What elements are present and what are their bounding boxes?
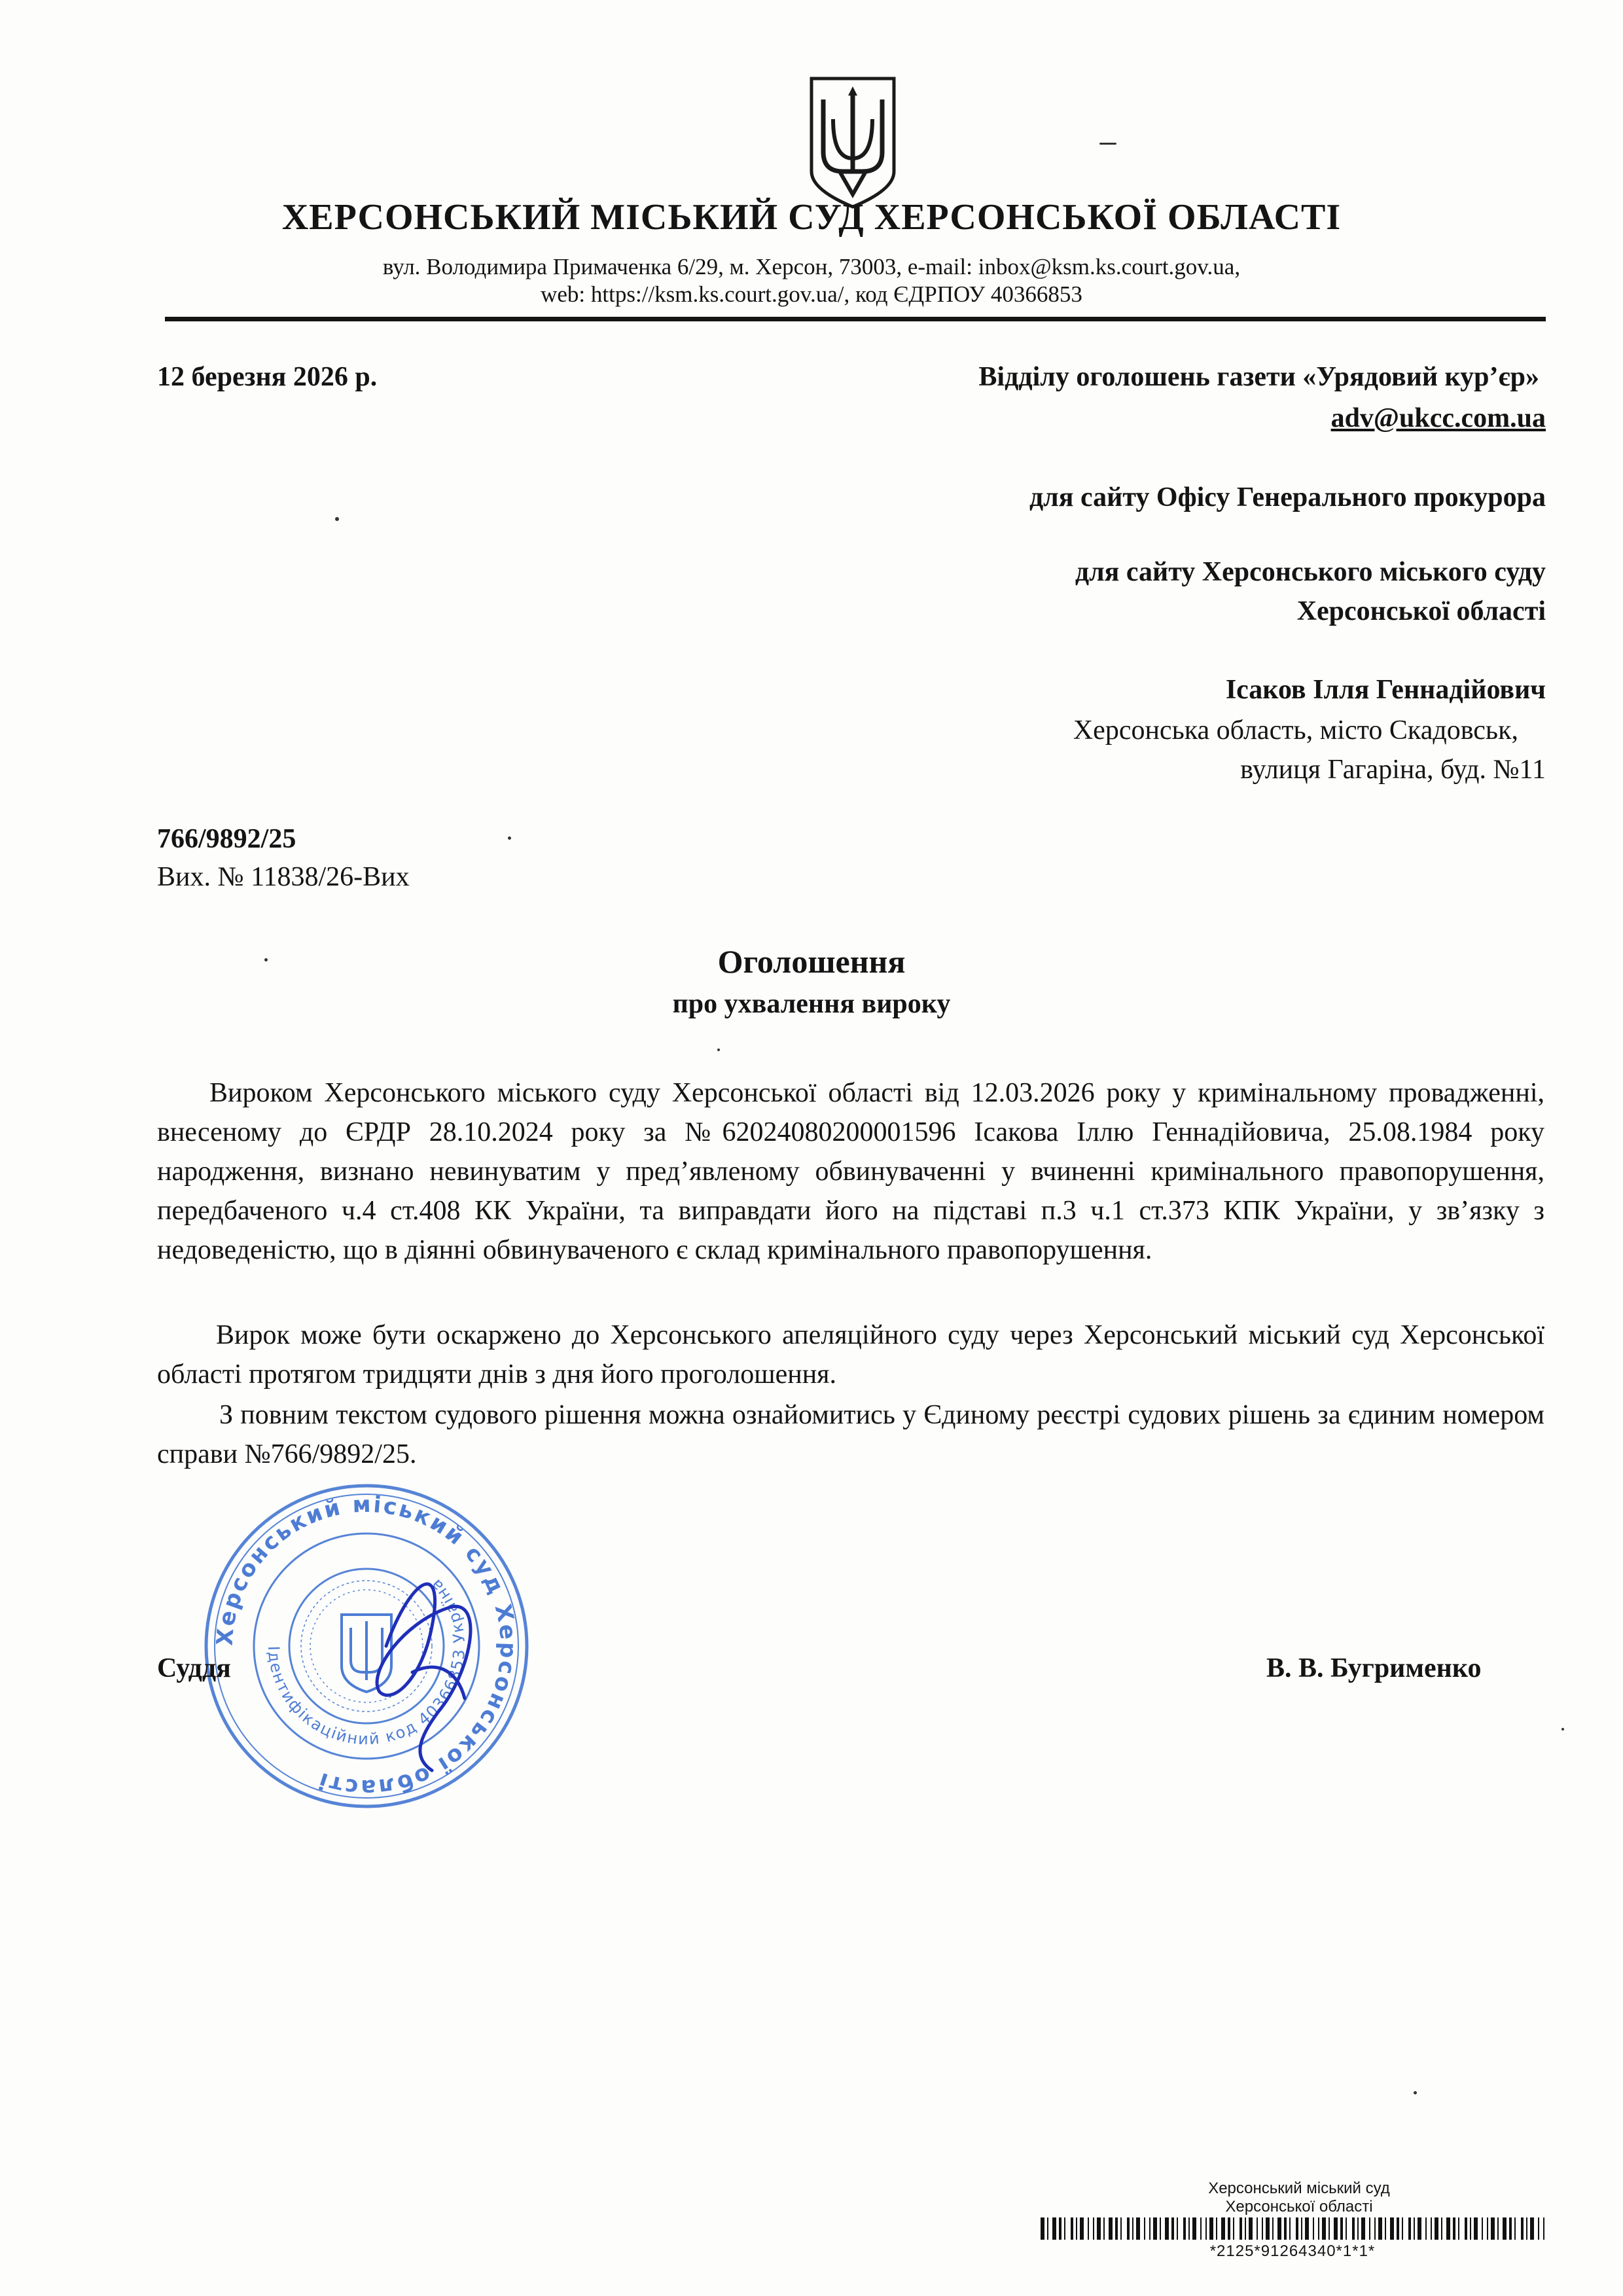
barcode-bar xyxy=(1318,2217,1319,2240)
scan-speck xyxy=(717,1049,720,1051)
recipient-person-address2: вулиця Гагаріна, буд. №11 xyxy=(1240,755,1546,785)
barcode-bar xyxy=(1487,2217,1488,2240)
barcode-bar xyxy=(1272,2217,1274,2240)
barcode-bar xyxy=(1221,2217,1225,2240)
barcode-bar xyxy=(1526,2217,1527,2240)
barcode-bar xyxy=(1431,2217,1432,2240)
barcode-bar xyxy=(1136,2217,1140,2240)
barcode-bar xyxy=(1435,2217,1438,2240)
outgoing-number: Вих. № 11838/26-Вих xyxy=(157,862,410,892)
barcode-bar xyxy=(1408,2217,1411,2240)
barcode-bar xyxy=(1088,2217,1089,2240)
barcode-bar xyxy=(1357,2217,1359,2240)
barcode-bar xyxy=(1503,2217,1507,2240)
barcode-bar xyxy=(1521,2217,1524,2240)
barcode-bar xyxy=(1340,2217,1343,2240)
barcode-bar xyxy=(1052,2217,1056,2240)
barcode-bar xyxy=(1115,2217,1118,2240)
barcode-bar xyxy=(1446,2217,1450,2240)
barcode-bar xyxy=(1041,2217,1044,2240)
barcode-bar xyxy=(1397,2217,1399,2240)
barcode-bar xyxy=(1509,2217,1512,2240)
barcode-bar xyxy=(1402,2217,1403,2240)
case-number: 766/9892/25 xyxy=(157,824,296,854)
announcement-subtitle: про ухвалення вироку xyxy=(672,989,951,1019)
barcode-bar xyxy=(1497,2217,1499,2240)
registration-court-line2: Херсонської області xyxy=(1225,2198,1373,2215)
header-divider xyxy=(165,317,1546,321)
scan-speck xyxy=(264,958,268,961)
barcode-bar xyxy=(1216,2217,1217,2240)
barcode-bar xyxy=(1425,2217,1427,2240)
barcode-bar xyxy=(1301,2217,1302,2240)
judge-label: Суддя xyxy=(157,1653,231,1683)
barcode-bar xyxy=(1296,2217,1298,2240)
barcode-bar xyxy=(1209,2217,1213,2240)
court-title: ХЕРСОНСЬКИЙ МІСЬКИЙ СУД ХЕРСОНСЬКОЇ ОБЛАСТІ xyxy=(281,197,1342,238)
barcode-bar xyxy=(1385,2217,1386,2240)
announcement-title: Оголошення xyxy=(717,943,906,980)
seal-outer-text: Херсонський міський суд Херсонської області xyxy=(211,1491,522,1801)
barcode-bar xyxy=(1188,2217,1190,2240)
barcode-bar xyxy=(1465,2217,1467,2240)
judge-name: В. В. Бугрименко xyxy=(1266,1653,1482,1683)
barcode-bar xyxy=(1329,2217,1330,2240)
barcode-bar xyxy=(1093,2217,1094,2240)
barcode-bar xyxy=(1474,2217,1478,2240)
barcode-bar xyxy=(1064,2217,1065,2240)
court-seal-icon xyxy=(196,1476,537,1816)
scan-speck xyxy=(1414,2091,1417,2094)
barcode-bar xyxy=(1305,2217,1309,2240)
barcode-bar xyxy=(1165,2217,1169,2240)
barcode-bar xyxy=(1289,2217,1291,2240)
barcode-bar xyxy=(1127,2217,1130,2240)
barcode-bar xyxy=(1390,2217,1394,2240)
barcode-bar xyxy=(1200,2217,1202,2240)
barcode-bar xyxy=(1103,2217,1105,2240)
barcode-bar xyxy=(1470,2217,1471,2240)
barcode-bar xyxy=(1149,2217,1150,2240)
barcode-bar xyxy=(1514,2217,1516,2240)
announcement-paragraph-1: Вироком Херсонського міського суду Херсонської області від 12.03.2026 року у кримінальному провадженні, внесеному до ЄРДР 28.10.2024 року за №62024080200001596 Ісакова Іллю Геннадійовича, 25.08.1984 року народження, визнано невинуватим у пред’явленому обвинуваченні у вчиненні кримінального правопорушення, передбаченого ч.4 ст.408 КК України, та виправдати його на підставі п.3 ч.1 ст.373 КПК України, у зв’язку з недоведеністю, що в діянні обвинуваченого є склад кримінального правопорушення. xyxy=(157,1078,1544,1265)
barcode-bar xyxy=(1144,2217,1145,2240)
barcode-bar xyxy=(1374,2217,1376,2240)
barcode-bar xyxy=(1245,2217,1246,2240)
barcode-bar xyxy=(1240,2217,1242,2240)
recipient-person-name: Ісаков Ілля Геннадійович xyxy=(1225,675,1546,705)
barcode-bar xyxy=(1132,2217,1133,2240)
barcode-bar xyxy=(1183,2217,1186,2240)
barcode-bar xyxy=(1491,2217,1495,2240)
barcode-bar xyxy=(1080,2217,1084,2240)
barcode-bar xyxy=(1192,2217,1196,2240)
barcode-bar xyxy=(1257,2217,1258,2240)
barcode-bar xyxy=(1361,2217,1365,2240)
scan-speck xyxy=(508,836,511,840)
barcode-bar xyxy=(1482,2217,1483,2240)
barcode-bar xyxy=(1543,2217,1544,2240)
barcode-bar xyxy=(1530,2217,1534,2240)
seal-inner-text: Ідентифікаційний код 40366853 Україна xyxy=(264,1575,469,1749)
barcode-bar xyxy=(1249,2217,1253,2240)
recipient-prosecutor: для сайту Офісу Генерального прокурора xyxy=(1029,482,1546,512)
barcode-bar xyxy=(1352,2217,1355,2240)
barcode-bar xyxy=(1441,2217,1442,2240)
registration-court-line1: Херсонський міський суд xyxy=(1208,2179,1390,2197)
barcode-bar xyxy=(1369,2217,1370,2240)
recipient-newspaper: Відділу оголошень газети «Урядовий кур’єр» xyxy=(978,362,1539,392)
recipient-person-address1: Херсонська область, місто Скадовськ, xyxy=(1073,715,1518,745)
barcode-bar xyxy=(1171,2217,1174,2240)
court-address-line2: web: https://ksm.ks.court.gov.ua/, код ЄДРПОУ 40366853 xyxy=(541,281,1082,307)
barcode-bar xyxy=(1453,2217,1455,2240)
barcode-bar xyxy=(1266,2217,1270,2240)
recipient-newspaper-email[interactable]: adv@ukcc.com.ua xyxy=(1330,403,1546,433)
barcode-bar xyxy=(1047,2217,1048,2240)
barcode-number: *2125*91264340*1*1* xyxy=(1209,2242,1376,2260)
barcode-bar xyxy=(1277,2217,1281,2240)
barcode-bar xyxy=(1059,2217,1061,2240)
barcode-bar xyxy=(1322,2217,1326,2240)
barcode-bar xyxy=(1153,2217,1157,2240)
barcode-bar xyxy=(1334,2217,1338,2240)
scan-speck xyxy=(335,517,339,521)
barcode-bar xyxy=(1458,2217,1459,2240)
barcode-bar xyxy=(1177,2217,1178,2240)
barcode-bar xyxy=(1378,2217,1382,2240)
barcode-bar xyxy=(1284,2217,1287,2240)
barcode-bar xyxy=(1414,2217,1415,2240)
scan-speck xyxy=(1099,143,1116,145)
announcement-paragraph-2: Вирок може бути оскаржено до Херсонського апеляційного суду через Херсонський міський суд Херсонської області протягом тридцяти днів з дня його проголошення. xyxy=(157,1320,1544,1390)
barcode-icon xyxy=(1041,2217,1544,2240)
barcode-bar xyxy=(1418,2217,1421,2240)
recipient-court-site-line1: для сайту Херсонського міського суду xyxy=(1075,557,1546,587)
barcode-bar xyxy=(1109,2217,1113,2240)
barcode-bar xyxy=(1262,2217,1263,2240)
barcode-bar xyxy=(1076,2217,1077,2240)
scan-speck xyxy=(1561,1728,1564,1731)
announcement-paragraph-3: З повним текстом судового рішення можна ознайомитись у Єдиному реєстрі судових рішень за єдиним номером справи №766/9892/25. xyxy=(157,1400,1544,1469)
letter-date: 12 березня 2026 р. xyxy=(157,362,378,392)
barcode-bar xyxy=(1313,2217,1314,2240)
trident-coat-of-arms-icon xyxy=(804,73,902,211)
court-address-line1: вул. Володимира Примаченка 6/29, м. Херсон, 73003, e-mail: inbox@ksm.ks.court.gov.ua, xyxy=(382,254,1241,279)
barcode-bar xyxy=(1538,2217,1539,2240)
barcode-bar xyxy=(1233,2217,1234,2240)
barcode-bar xyxy=(1346,2217,1347,2240)
barcode-bar xyxy=(1228,2217,1230,2240)
barcode-bar xyxy=(1071,2217,1073,2240)
barcode-bar xyxy=(1097,2217,1101,2240)
barcode-bar xyxy=(1205,2217,1207,2240)
recipient-court-site-line2: Херсонської області xyxy=(1296,596,1546,626)
barcode-bar xyxy=(1160,2217,1161,2240)
barcode-bar xyxy=(1120,2217,1122,2240)
